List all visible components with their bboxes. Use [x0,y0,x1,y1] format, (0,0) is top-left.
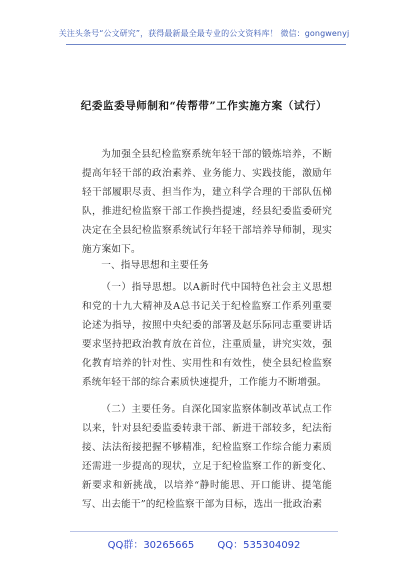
guiding-ideology-text: （一）指导思想。以A新时代中国特色社会主义思想和党的十九大精神及A总书记关于纪检监察工作系列重要论述为指导，按照中央纪委的部署及赵乐际同志重要讲话要求坚持把政治教育放在首位，注重质量，讲究实效，强化教育培养的针对性、实用性和有效性，使全县纪检监察系统年轻干部的综合素质快速提升，工作能力不断增强。 [82,282,332,388]
main-tasks-paragraph [82,400,332,514]
guiding-ideology-paragraph [82,278,332,392]
qq-group-number: QQ群：30265665 [107,540,195,551]
header-divider [66,44,346,45]
footer-divider [70,531,338,532]
main-tasks-text: （二）主要任务。自深化国家监察体制改革试点工作以来，针对县纪委监委转隶干部、新进干部较多，纪法衔接、法法衔接把握不够精准，纪检监察工作综合能力素质还需进一步提高的现状，立足于纪检监察工作的新变化、新要求和新挑战，以培养“静时能思、开口能讲、提笔能写、出去能干”的纪检监察干部为目标，选出一批政治素 [82,404,332,510]
intro-paragraph [82,145,332,259]
intro-text: 为加强全县纪检监察系统年轻干部的锻炼培养，不断提高年轻干部的政治素养、业务能力、实践技能，激励年轻干部履职尽责、担当作为，建立科学合理的干部队伍梯队，推进纪检监察干部工作换挡提速，经县纪委监委研究决定在全县纪检监察系统试行年轻干部培养导师制，现实施方案如下。 [82,149,332,255]
section-heading [82,256,332,275]
document-title: 纪委监委导师制和“传帮带”工作实施方案（试行） [80,100,328,112]
header-ad-text: 关注头条号“公文研究”，获得最新最全最专业的公文资料库！ 微信：gongwenyj [58,29,350,38]
section1-heading-text: 一、指导思想和主要任务 [101,260,209,271]
footer-contact [0,536,408,551]
qq-number: QQ：535304092 [217,540,301,551]
